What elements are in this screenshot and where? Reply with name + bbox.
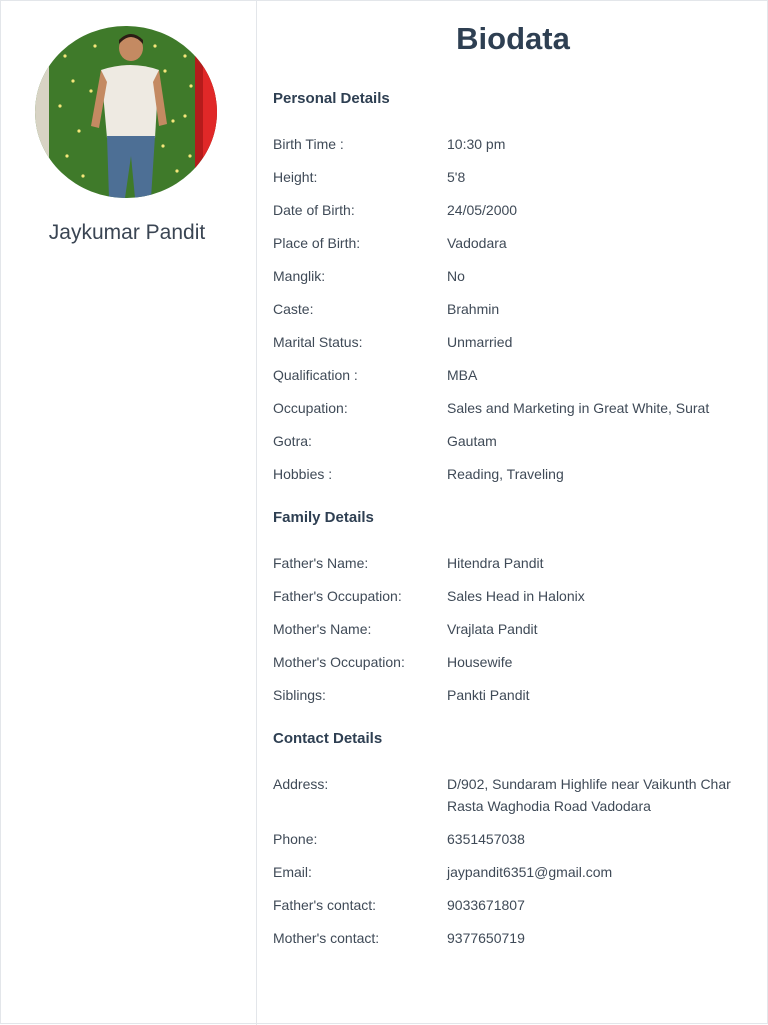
detail-value: 9377650719 [447,930,525,946]
detail-label: Phone: [273,831,318,847]
detail-row [273,265,753,287]
detail-value: Gautam [447,433,497,449]
detail-row [273,927,753,949]
detail-value: MBA [447,367,478,383]
detail-value: Vadodara [447,235,507,251]
detail-row [273,552,753,574]
detail-row [273,828,753,850]
detail-row [273,166,753,188]
detail-row [273,463,753,485]
detail-label: Date of Birth: [273,202,355,218]
detail-label: Address: [273,776,329,792]
page-title: Biodata [456,21,570,56]
detail-value: D/902, Sundaram Highlife near Vaikunth Char Rasta Waghodia Road Vadodara [447,776,731,814]
detail-row [273,331,753,353]
detail-label: Place of Birth: [273,235,361,251]
detail-value: Vrajlata Pandit [447,621,538,637]
detail-label: Hobbies : [273,466,333,482]
detail-row [273,364,753,386]
detail-row [273,585,753,607]
detail-row [273,894,753,916]
detail-row [273,430,753,452]
detail-value: Sales Head in Halonix [447,588,585,604]
detail-label: Father's contact: [273,897,377,913]
detail-label: Manglik: [273,268,326,284]
detail-label: Father's Name: [273,555,369,571]
detail-value: Sales and Marketing in Great White, Surat [447,400,710,416]
detail-value: Reading, Traveling [447,466,564,482]
detail-value: No [447,268,465,284]
detail-label: Marital Status: [273,334,363,350]
profile-photo [35,26,217,198]
detail-label: Occupation: [273,400,348,416]
detail-value: 5'8 [447,169,466,185]
detail-row [273,298,753,320]
detail-value: Pankti Pandit [447,687,530,703]
detail-row [273,133,753,155]
personal-details-section [273,89,753,496]
detail-value: Hitendra Pandit [447,555,544,571]
detail-label: Mother's contact: [273,930,380,946]
detail-row [273,232,753,254]
personal-details-list [273,133,753,485]
contact-details-list [273,773,753,949]
section-title: Family Details [273,509,374,526]
detail-row [273,199,753,221]
contact-details-section [273,729,753,960]
detail-value: 9033671807 [447,897,525,913]
detail-label: Birth Time : [273,136,344,152]
detail-value: jaypandit6351@gmail.com [447,864,613,880]
detail-label: Caste: [273,301,314,317]
detail-label: Siblings: [273,687,326,703]
detail-row [273,618,753,640]
detail-value: 6351457038 [447,831,525,847]
family-details-list [273,552,753,706]
profile-photo-image [35,26,217,198]
section-title: Personal Details [273,90,390,107]
detail-label: Mother's Occupation: [273,654,405,670]
detail-label: Gotra: [273,433,312,449]
detail-label: Qualification : [273,367,358,383]
detail-value: Unmarried [447,334,513,350]
family-details-section [273,508,753,717]
detail-value: Housewife [447,654,513,670]
detail-row [273,684,753,706]
detail-value: 10:30 pm [447,136,506,152]
detail-row [273,651,753,673]
detail-label: Mother's Name: [273,621,372,637]
detail-row [273,397,753,419]
detail-value: Brahmin [447,301,500,317]
detail-label: Email: [273,864,312,880]
detail-label: Father's Occupation: [273,588,402,604]
detail-label: Height: [273,169,318,185]
detail-row [273,861,753,883]
detail-row [273,773,753,817]
profile-sidebar [1,1,257,1025]
section-title: Contact Details [273,730,383,747]
detail-value: 24/05/2000 [447,202,518,218]
person-name: Jaykumar Pandit [48,221,206,244]
